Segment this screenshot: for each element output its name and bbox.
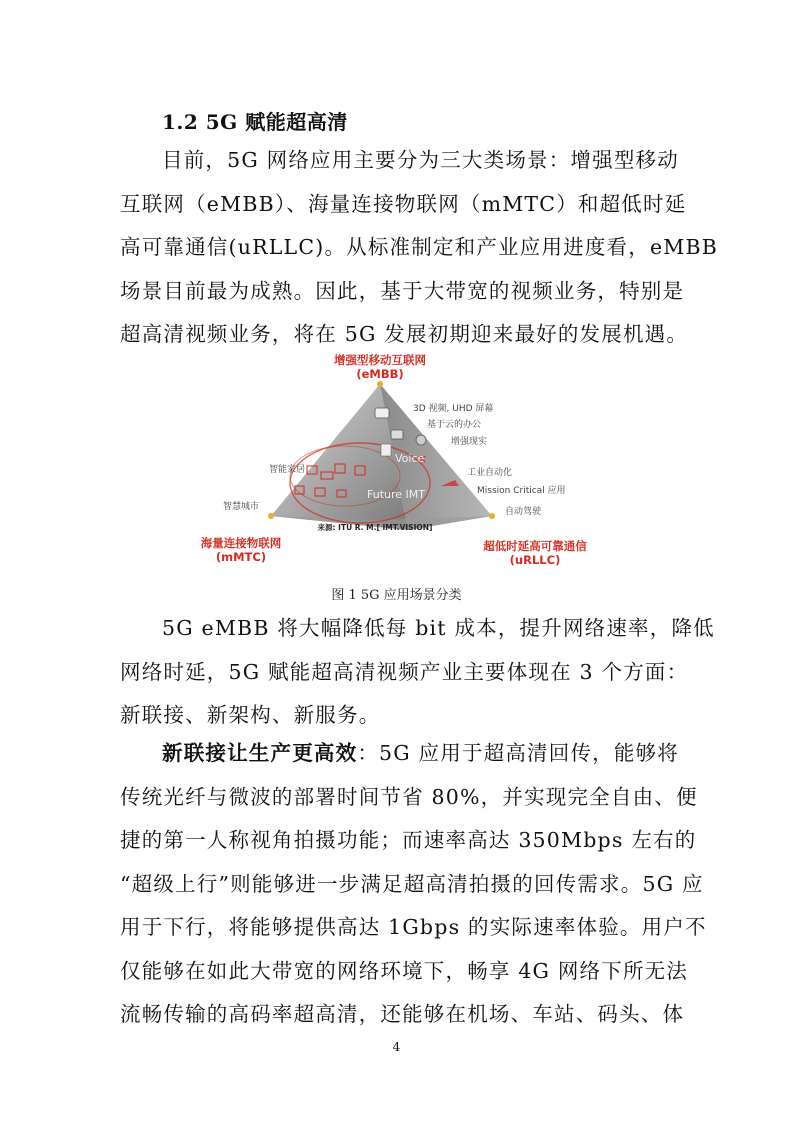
paragraph-line: 目前，5G 网络应用主要分为三大类场景：增强型移动 xyxy=(162,148,679,172)
left-item: 智能家居 xyxy=(269,465,306,475)
paragraph-line: 流畅传输的高码率超高清，还能够在机场、车站、码头、体 xyxy=(120,1002,685,1026)
right-item: 自动驾驶 xyxy=(505,507,542,517)
paragraph-new-connection xyxy=(120,732,707,1037)
label-mmtc-cn: 海量连接物联网 xyxy=(200,536,282,550)
bold-lead: 新联接让生产更高效 xyxy=(162,741,358,765)
label-embb-cn: 增强型移动互联网 xyxy=(334,353,426,367)
5g-scenario-diagram xyxy=(195,348,605,576)
center-voice: Voice xyxy=(395,452,425,465)
label-urllc-en: (uRLLC) xyxy=(509,553,561,567)
vertex-urllc xyxy=(489,513,495,519)
section-heading: 1.2 5G 赋能超高清 xyxy=(162,110,348,134)
right-item: Mission Critical 应用 xyxy=(477,486,566,496)
left-item: 智慧城市 xyxy=(223,502,260,512)
paragraph-line: 网络时延，5G 赋能超高清视频产业主要体现在 3 个方面： xyxy=(120,659,689,684)
cloud-office-icon xyxy=(391,430,403,439)
paragraph-embb xyxy=(120,607,715,738)
figure-caption: 图 1 5G 应用场景分类 xyxy=(331,588,462,603)
paragraph-line: 传统光纤与微波的部署时间节省 80%，并实现完全自由、便 xyxy=(120,784,698,809)
paragraph-line: 超高清视频业务，将在 5G 发展初期迎来最好的发展机遇。 xyxy=(120,322,689,346)
ar-icon xyxy=(416,435,426,445)
vertex-mmtc xyxy=(268,513,274,519)
label-embb-en: (eMBB) xyxy=(356,367,404,381)
label-urllc-cn: 超低时延高可靠通信 xyxy=(483,539,587,553)
page-number: 4 xyxy=(392,1040,401,1054)
vertex-embb xyxy=(377,381,383,387)
center-future-imt: Future IMT xyxy=(367,488,425,501)
paragraph-intro xyxy=(120,139,718,357)
paragraph-line: 高可靠通信(uRLLC)。从标准制定和产业应用进度看，eMBB xyxy=(120,235,718,259)
figure-source: 来源: ITU R. M.[ IMT.VISION] xyxy=(317,523,433,532)
paragraph-line: 场景目前最为成熟。因此，基于大带宽的视频业务，特别是 xyxy=(120,278,685,303)
paragraph-line: 捷的第一人称视角拍摄功能；而速率高达 350Mbps 左右的 xyxy=(120,828,697,852)
label-mmtc-en: (mMTC) xyxy=(215,550,267,564)
paragraph-line: 仅能够在如此大带宽的网络环境下，畅享 4G 网络下所无法 xyxy=(120,958,689,983)
right-item: 基于云的办公 xyxy=(427,420,482,430)
paragraph-line: “超级上行”则能够进一步满足超高清拍摄的回传需求。5G 应 xyxy=(120,871,704,896)
right-item: 工业自动化 xyxy=(467,468,513,478)
phone-icon xyxy=(381,444,391,456)
paragraph-line: 5G eMBB 将大幅降低每 bit 成本，提升网络速率，降低 xyxy=(162,616,715,640)
right-item: 3D 视频, UHD 屏幕 xyxy=(413,404,494,414)
screen-icon xyxy=(375,408,389,418)
paragraph-line: 新联接、新架构、新服务。 xyxy=(120,703,381,727)
right-item: 增强现实 xyxy=(451,437,488,447)
first-line-rest: ：5G 应用于超高清回传，能够将 xyxy=(357,741,679,765)
paragraph-line: 用于下行，将能够提供高达 1Gbps 的实际速率体验。用户不 xyxy=(120,915,707,939)
paragraph-first-line xyxy=(120,732,679,776)
paragraph-line: 互联网（eMBB）、海量连接物联网（mMTC）和超低时延 xyxy=(120,191,687,216)
